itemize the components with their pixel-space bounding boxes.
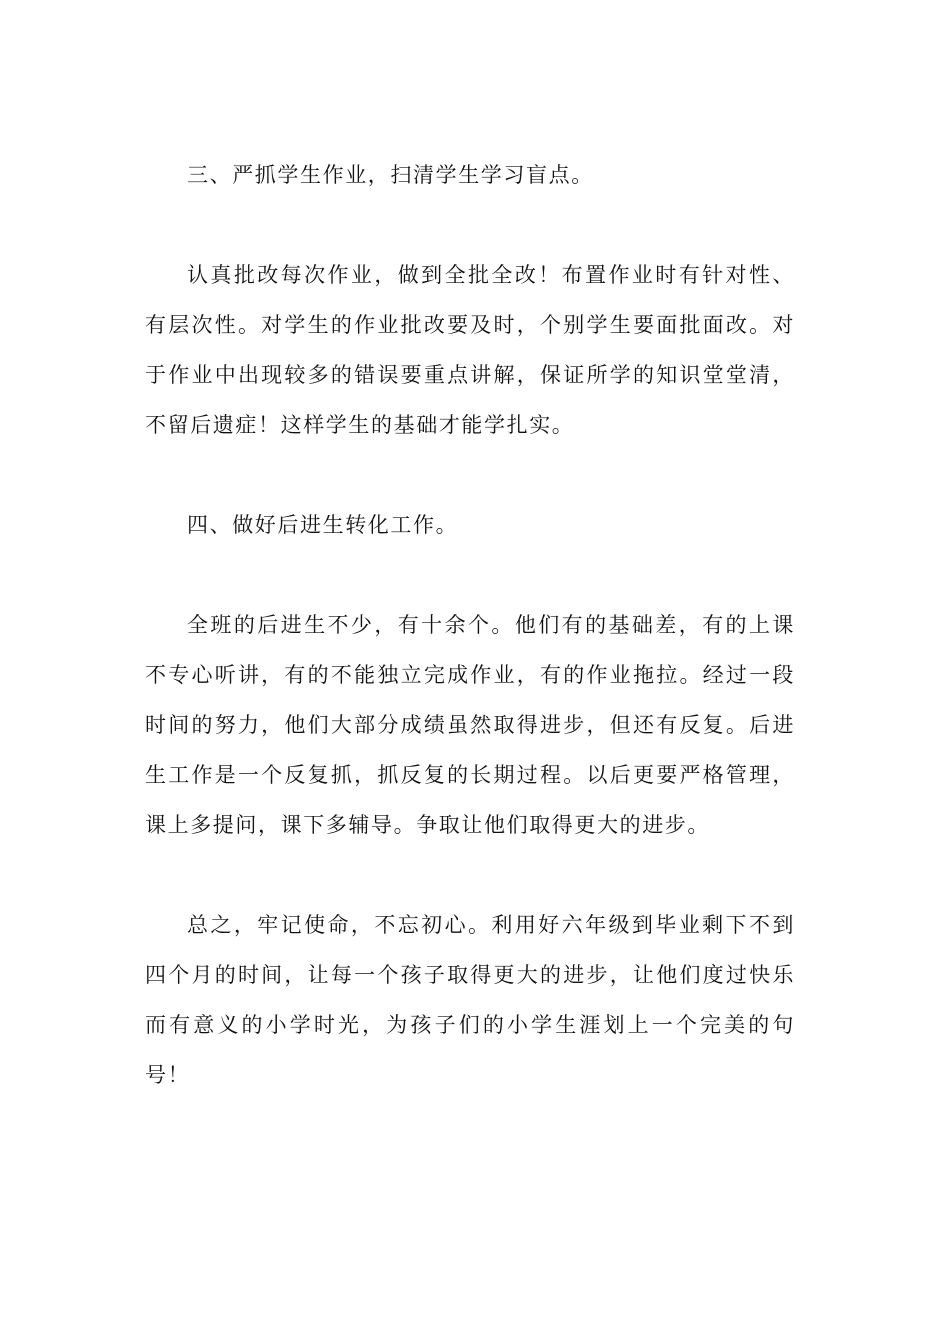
section-heading-3: 三、严抓学生作业，扫清学生学习盲点。: [187, 163, 594, 187]
section-paragraph-3: 认真批改每次作业，做到全批全改！布置作业时有针对性、有层次性。对学生的作业批改要及时，个别学生要面批面改。对于作业中出现较多的错误要重点讲解，保证所学的知识堂堂清，不留后遗症！这样学生的基础才能学扎实。: [145, 263, 795, 437]
section-heading-4: 四、做好后进生转化工作。: [187, 513, 459, 537]
paragraph-gap: [145, 200, 795, 250]
conclusion-paragraph: 总之，牢记使命，不忘初心。利用好六年级到毕业剩下不到四个月的时间，让每一个孩子取得更大的进步，让他们度过快乐而有意义的小学时光，为孩子们的小学生涯划上一个完美的句号！: [145, 913, 795, 1087]
document-body: [145, 150, 795, 1100]
paragraph-gap: [145, 850, 795, 900]
section-paragraph-4: 全班的后进生不少，有十余个。他们有的基础差，有的上课不专心听讲，有的不能独立完成作业，有的作业拖拉。经过一段时间的努力，他们大部分成绩虽然取得进步，但还有反复。后进生工作是一个反复抓，抓反复的长期过程。以后更要严格管理，课上多提问，课下多辅导。争取让他们取得更大的进步。: [145, 613, 795, 837]
paragraph-gap: [145, 550, 795, 600]
paragraph-gap: [145, 450, 795, 500]
